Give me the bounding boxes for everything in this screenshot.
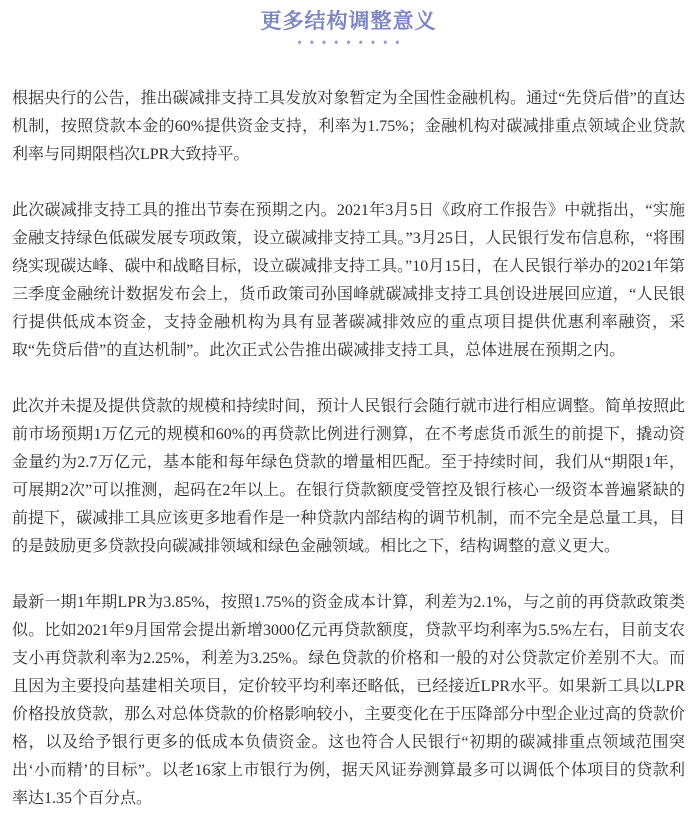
- article-header: [12, 8, 685, 47]
- page-title: 更多结构调整意义: [260, 9, 437, 33]
- article-paragraph: 此次碳减排支持工具的推出节奏在预期之内。2021年3月5日《政府工作报告》中就指出，“实施金融支持绿色低碳发展专项政策，设立碳减排支持工具。”3月25日，人民银行发布信息称，“将围绕实现碳达峰、碳中和战略目标，设立碳减排支持工具。”10月15日，在人民银行举办的2021年第三季度金融统计数据发布会上，货币政策司孙国峰就碳减排支持工具创设进展回应道，“人民银行提供低成本资金，支持金融机构为具有显著碳减排效应的重点项目提供优惠利率融资，采取“先贷后借”的直达机制”。此次正式公告推出碳减排支持工具，总体进展在预期之内。: [12, 202, 685, 359]
- article-paragraph: 最新一期1年期LPR为3.85%，按照1.75%的资金成本计算，利差为2.1%，与之前的再贷款政策类似。比如2021年9月国常会提出新增3000亿元再贷款额度，贷款平均利率为5.5%左右，目前支农支小再贷款利率为2.25%，利差为3.25%。绿色贷款的价格和一般的对公贷款定价差别不大。而且因为主要投向基建相关项目，定价较平均利率还略低，已经接近LPR水平。如果新工具以LPR价格投放贷款，那么对总体贷款的价格影响较小，主要变化在于压降部分中型企业过高的贷款价格，以及给予银行更多的低成本负债资金。这也符合人民银行“初期的碳减排重点领域范围突出‘小而精’的目标”。以老16家上市银行为例，据天风证券测算最多可以调低个体项目的贷款利率达1.35个百分点。: [12, 594, 685, 807]
- article-paragraph: 此次并未提及提供贷款的规模和持续时间，预计人民银行会随行就市进行相应调整。简单按照此前市场预期1万亿元的规模和60%的再贷款比例进行测算，在不考虑货币派生的前提下，撬动资金量约为2.7万亿元，基本能和每年绿色贷款的增量相匹配。至于持续时间，我们从“期限1年，可展期2次”可以推测，起码在2年以上。在银行贷款额度受管控及银行核心一级资本普遍紧缺的前提下，碳减排工具应该更多地看作是一种贷款内部结构的调节机制，而不完全是总量工具，目的是鼓励更多贷款投向碳减排领域和绿色金融领域。相比之下，结构调整的意义更大。: [12, 398, 685, 555]
- article-body: [12, 85, 685, 813]
- title-divider-dots: ●●●●●●●●●: [297, 38, 408, 46]
- article-paragraph: 根据央行的公告，推出碳减排支持工具发放对象暂定为全国性金融机构。通过“先贷后借”的直达机制，按照贷款本金的60%提供资金支持，利率为1.75%；金融机构对碳减排重点领域企业贷款利率与同期限档次LPR大致持平。: [12, 90, 685, 163]
